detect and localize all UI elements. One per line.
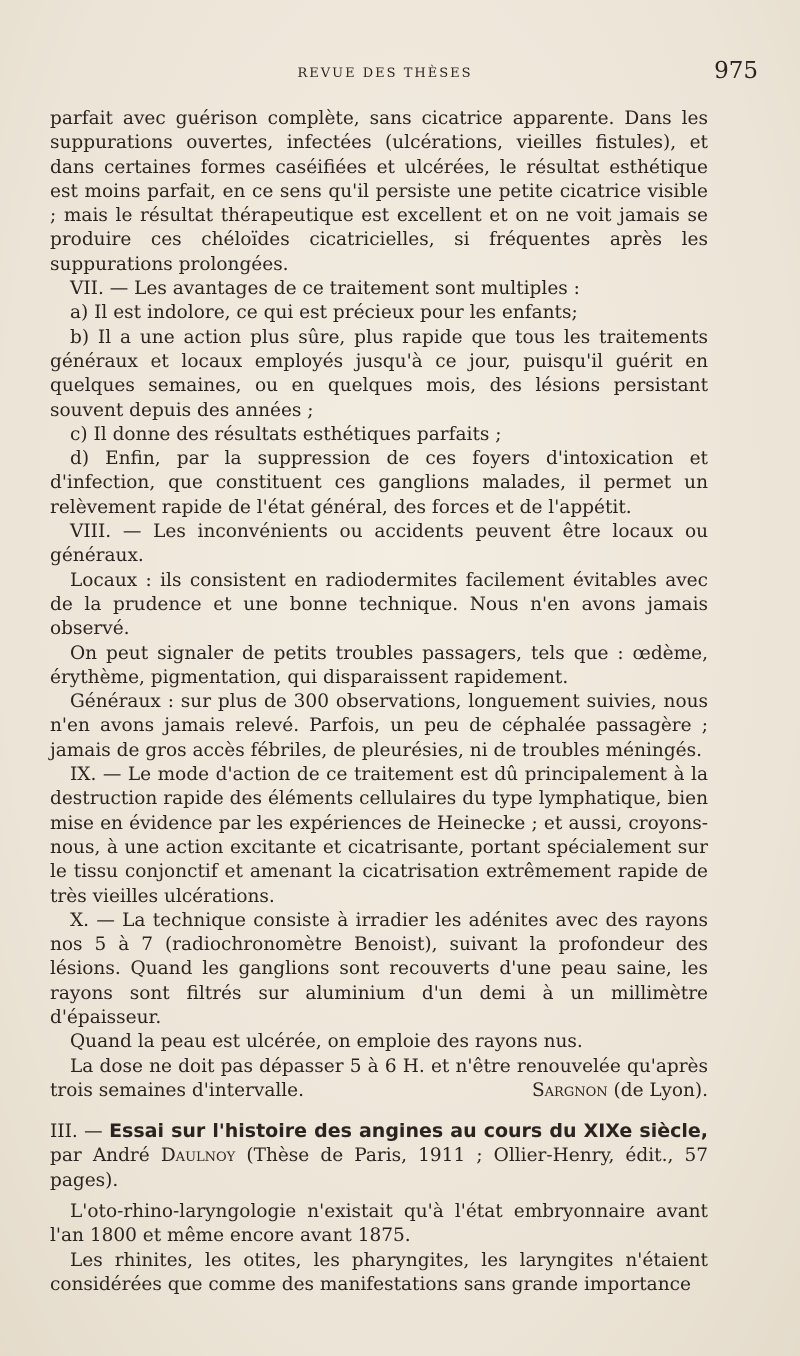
- signature-place: (de Lyon).: [613, 1079, 708, 1101]
- paragraph-vii-a: a) Il est indolore, ce qui est précieux pour les enfants;: [70, 302, 578, 324]
- paragraph-troubles: On peut signaler de petits troubles passagers, tels que : œdème, érythème, pigmentation, qui disparaissent rapidement.: [50, 642, 708, 688]
- paragraph-vii-d: d) Enfin, par la suppression de ces foyers d'intoxication et d'infection, que constituent ces ganglions malades, il permet un relèvement rapide de l'état général, des forces et de l'appétit.: [50, 448, 708, 518]
- page-header: [50, 58, 758, 94]
- article-author: Daulnoy: [160, 1145, 236, 1167]
- article-details: (Thèse de Paris, 1911 ; Ollier-Henry, édit., 57 pages).: [50, 1145, 708, 1191]
- paragraph-peau: Quand la peau est ulcérée, on emploie des rayons nus.: [70, 1031, 583, 1053]
- article-number: III. —: [50, 1121, 103, 1143]
- dose-text: La dose ne doit pas dépasser 5 à 6 H. et n'être renouvelée qu'après trois semaines d'intervalle.: [50, 1055, 708, 1101]
- article-heading: [50, 1119, 708, 1193]
- signature-name: Sargnon: [532, 1079, 608, 1101]
- running-title: REVUE DES THÈSES: [297, 66, 473, 81]
- paragraph-dose: [50, 1055, 708, 1104]
- signature: [512, 1079, 708, 1103]
- paragraph-rhinites: Les rhinites, les otites, les pharyngites, les laryngites n'étaient considérées que comme des manifestations sans grande importance: [50, 1249, 708, 1295]
- paragraph-vii: VII. — Les avantages de ce traitement sont multiples :: [70, 278, 580, 300]
- paragraph-history: L'oto-rhino-laryngologie n'existait qu'à l'état embryonnaire avant l'an 1800 et même encore avant 1875.: [50, 1201, 708, 1247]
- paragraph-locaux: Locaux : ils consistent en radiodermites facilement évitables avec de la prudence et une bonne technique. Nous n'en avons jamais observé.: [50, 569, 708, 640]
- article-title: Essai sur l'histoire des angines au cours du XIXe siècle,: [109, 1120, 709, 1143]
- paragraph-vii-b: b) Il a une action plus sûre, plus rapide que tous les traitements généraux et locaux employés jusqu'à ce jour, puisqu'il guérit en quelques semaines, ou en quelques mois, des lésions persistant souvent depuis des années ;: [50, 326, 708, 421]
- paragraph-viii: VIII. — Les inconvénients ou accidents peuvent être locaux ou généraux.: [50, 521, 708, 567]
- paragraph-generaux: Généraux : sur plus de 300 observations, longuement suivies, nous n'en avons jamais relevé. Parfois, un peu de céphalée passagère ; jamais de gros accès fébriles, de pleurésies, ni de troubles méningés.: [50, 691, 708, 761]
- article-byline: par André: [50, 1145, 150, 1167]
- paragraph-ix: IX. — Le mode d'action de ce traitement est dû principalement à la destruction rapide des éléments cellulaires du type lymphatique, bien mise en évidence par les expériences de Heinecke ; et aussi, croyons-nous, à une action excitante et cicatrisante, portant spécialement sur le tissu conjonctif et amenant la cicatrisation extrêmement rapide de très vieilles ulcérations.: [50, 764, 708, 907]
- paragraph-x: X. — La technique consiste à irradier les adénites avec des rayons nos 5 à 7 (radiochronomètre Benoist), suivant la profondeur des lésions. Quand les ganglions sont recouverts d'une peau saine, les rayons sont filtrés sur aluminium d'un demi à un millimètre d'épaisseur.: [50, 909, 708, 1028]
- page-number: 975: [714, 58, 758, 84]
- paragraph-vii-c: c) Il donne des résultats esthétiques parfaits ;: [70, 423, 502, 445]
- paragraph-continuation: parfait avec guérison complète, sans cicatrice apparente. Dans les suppurations ouvertes, infectées (ulcérations, vieilles fistules), et dans certaines formes caséifiées et ulcérées, le résultat esthétique est moins parfait, en ce sens qu'il persiste une petite cicatrice visible ; mais le résultat thérapeutique est excellent et on ne voit jamais se produire ces chéloïdes cicatricielles, si fréquentes après les suppurations prolongées.: [50, 108, 708, 275]
- main-text: [50, 107, 708, 1297]
